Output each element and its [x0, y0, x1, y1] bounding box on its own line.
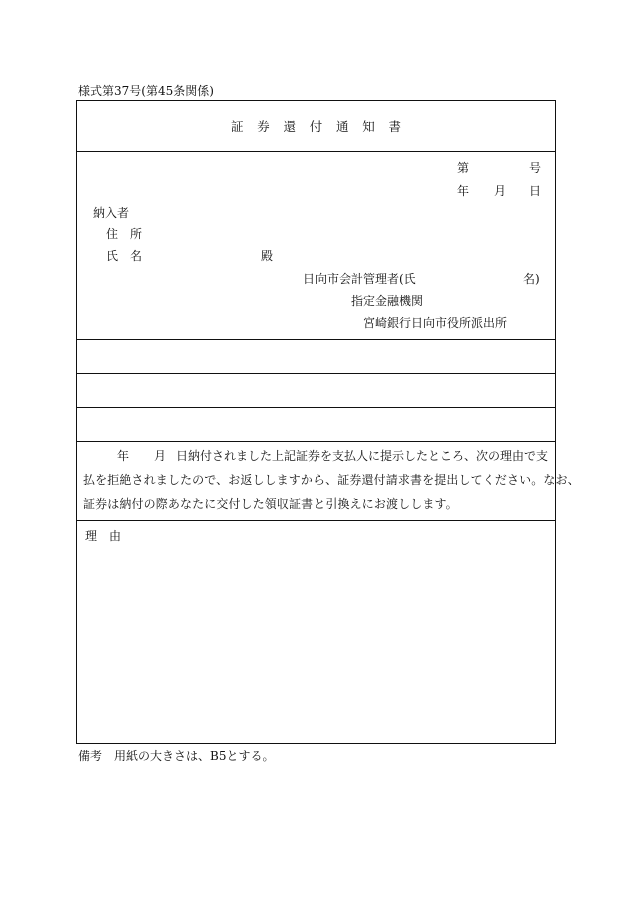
footnote: 備考 用紙の大きさは、B5とする。: [78, 749, 275, 763]
accountant-prefix: 日向市会計管理者(氏: [303, 272, 416, 286]
divider: [77, 339, 555, 340]
bank-label: 指定金融機関: [351, 294, 424, 308]
notice-line-3: 証券は納付の際あなたに交付した領収証書と引換えにお渡しします。: [83, 497, 458, 511]
notice-month: 月: [154, 449, 167, 463]
date-month: 月: [494, 184, 507, 198]
divider: [77, 373, 555, 374]
date-year: 年: [457, 184, 470, 198]
notice-line-1: 日納付されました上記証券を支払人に提示したところ、次の理由で支: [176, 449, 549, 463]
honorific: 殿: [261, 249, 274, 263]
number-prefix: 第: [457, 161, 470, 175]
divider: [77, 151, 555, 152]
notice-year: 年: [117, 449, 130, 463]
number-suffix: 号: [529, 161, 542, 175]
bank-name: 宮崎銀行日向市役所派出所: [363, 316, 508, 330]
form-number: 様式第37号(第45条関係): [78, 84, 214, 98]
reason-label: 理 由: [85, 529, 122, 543]
notice-form: [76, 100, 580, 744]
accountant-suffix: 名): [523, 272, 540, 286]
name-label: 氏 名: [106, 249, 143, 263]
notice-line-2: 払を拒絶されましたので、お返ししますから、証券還付請求書を提出してください。なお、: [83, 473, 580, 487]
payer-label: 納入者: [93, 206, 130, 220]
document-title: 証券還付通知書: [230, 119, 415, 134]
address-label: 住 所: [106, 227, 143, 241]
date-day: 日: [529, 184, 542, 198]
divider: [77, 407, 555, 408]
divider: [77, 520, 555, 521]
divider: [77, 441, 555, 442]
